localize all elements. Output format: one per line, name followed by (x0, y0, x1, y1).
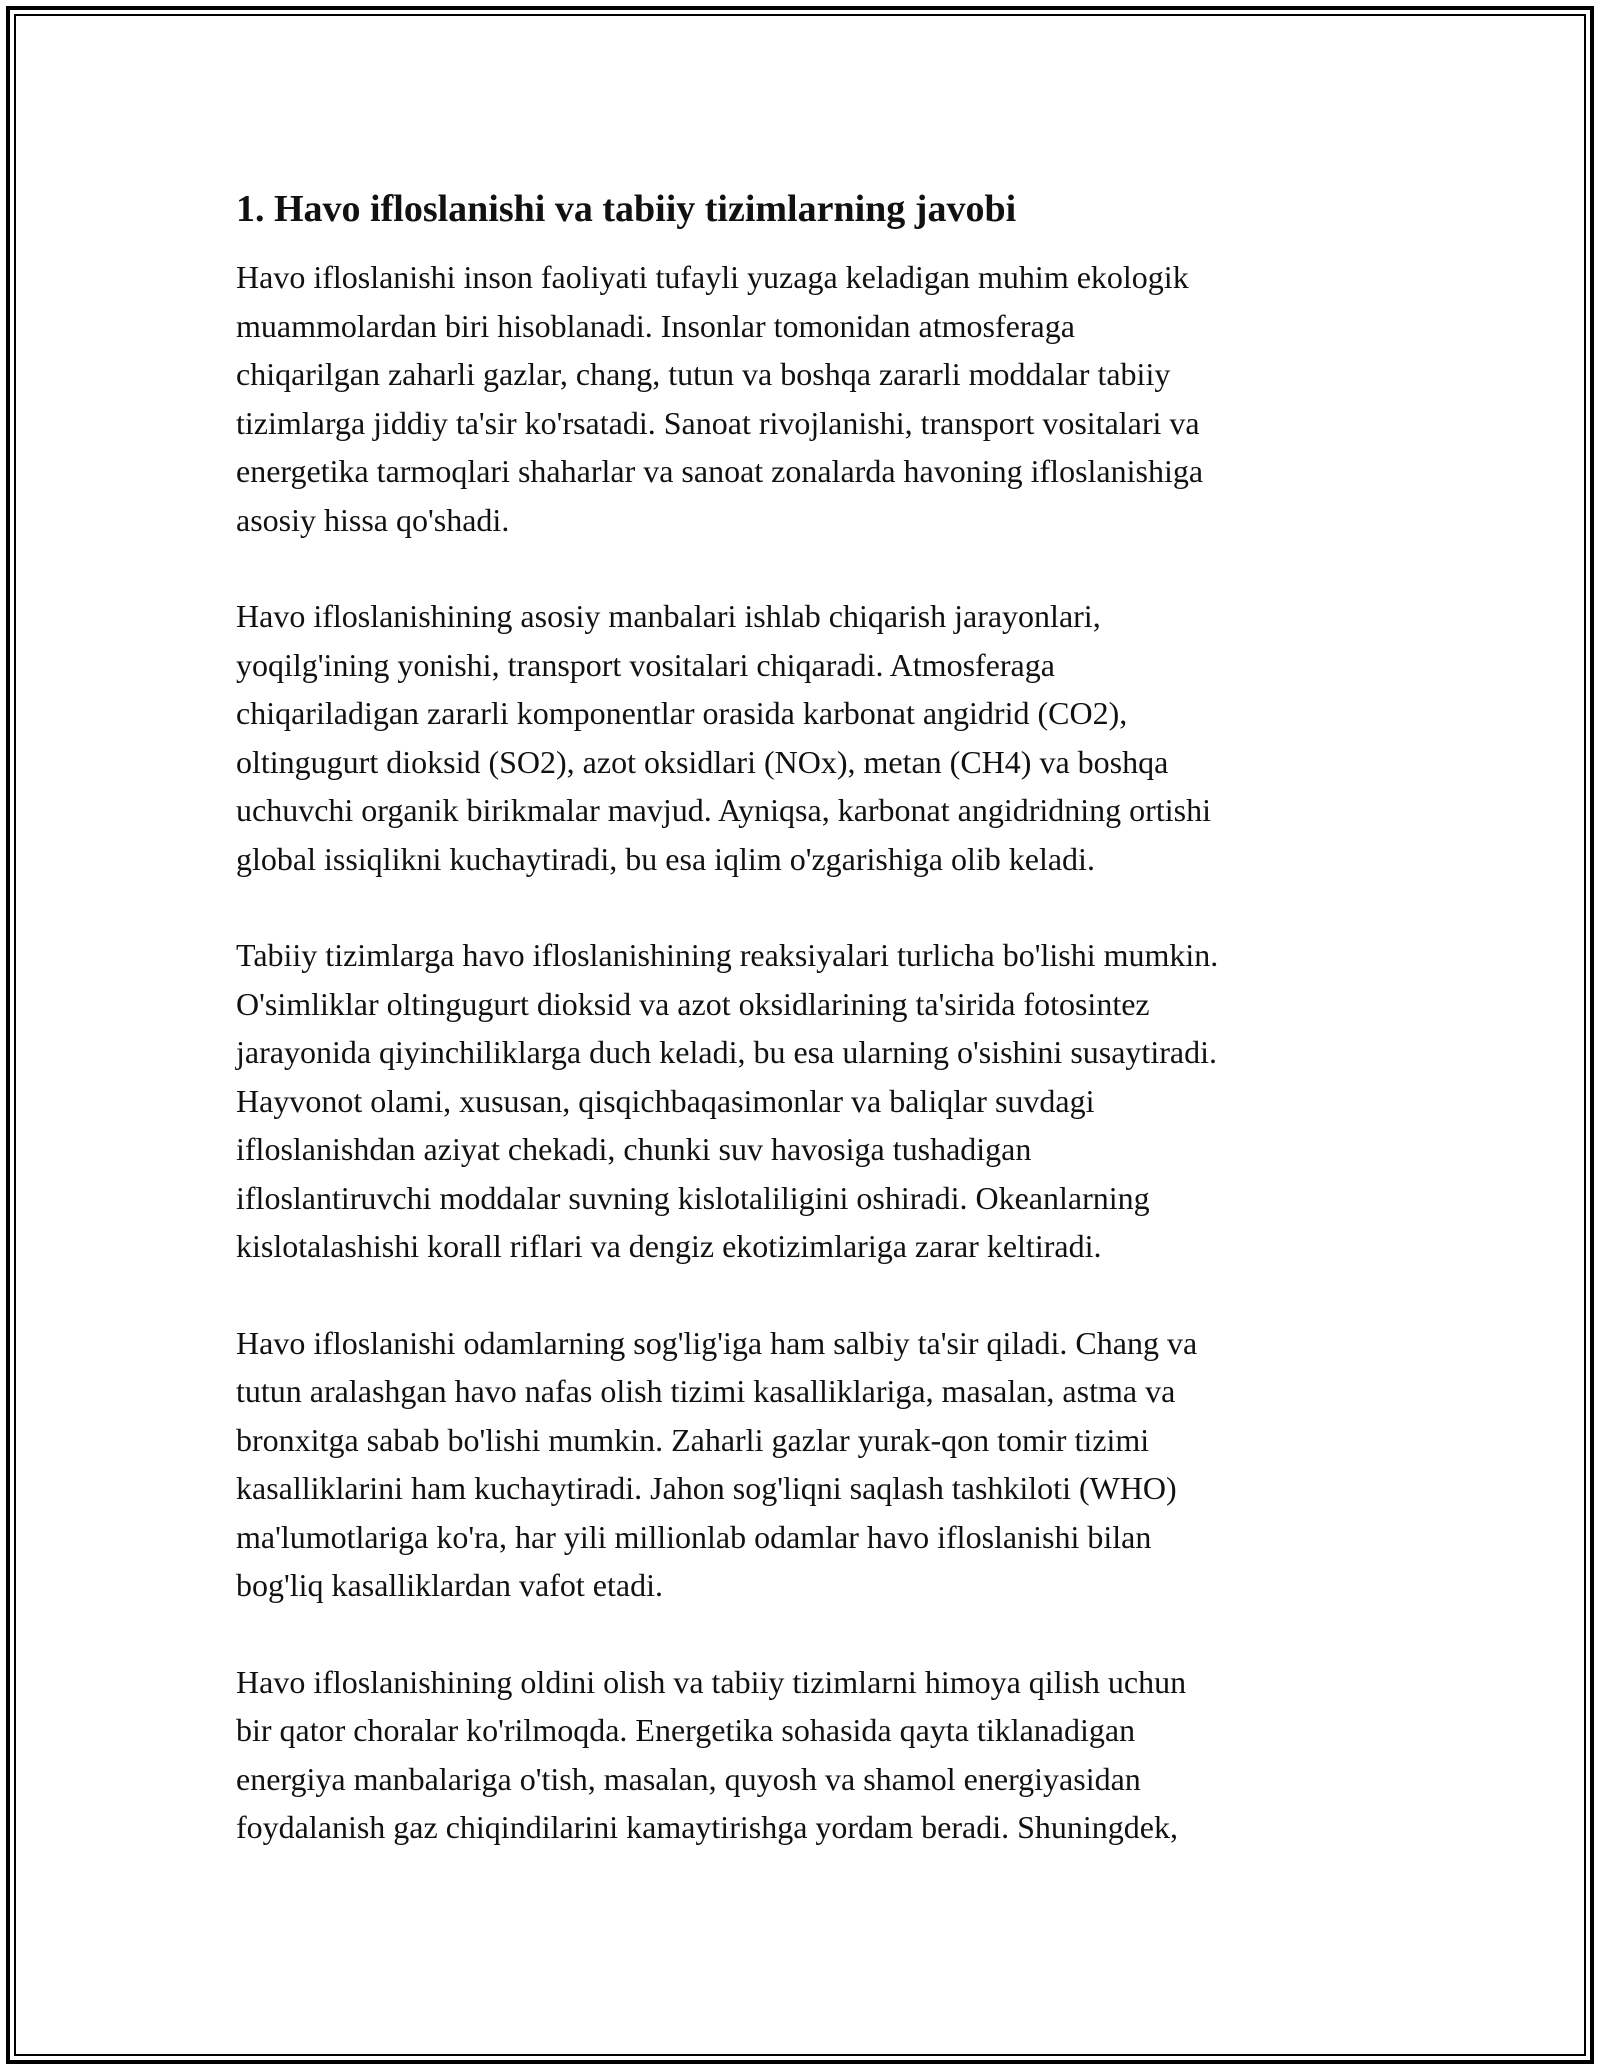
paragraph-3: Tabiiy tizimlarga havo ifloslanishining reaksiyalari turlicha bo'lishi mumkin. O'simliklar oltingugurt dioksid va azot oksidlarining ta'sirida fotosintez jarayonida qiyinchiliklarga duch keladi, bu esa ularning o'sishini susaytiradi. Hayvonot olami, xususan, qisqichbaqasimonlar va baliqlar suvdagi ifloslanishdan aziyat chekadi, chunki suv havosiga tushadigan ifloslantiruvchi moddalar suvning kislotaliligini oshiradi. Okeanlarning kislotalashishi korall riflari va dengiz ekotizimlariga zarar keltiradi. (236, 937, 1219, 1264)
paragraph-4: Havo ifloslanishi odamlarning sog'lig'iga ham salbiy ta'sir qiladi. Chang va tutun aralashgan havo nafas olish tizimi kasalliklariga, masalan, astma va bronxitga sabab bo'lishi mumkin. Zaharli gazlar yurak-qon tomir tizimi kasalliklarini ham kuchaytiradi. Jahon sog'liqni saqlash tashkiloti (WHO) ma'lumotlariga ko'ra, har yili millionlab odamlar havo ifloslanishi bilan bog'liq kasalliklardan vafot etadi. (236, 1324, 1198, 1603)
paragraph-5: Havo ifloslanishining oldini olish va tabiiy tizimlarni himoya qilish uchun bir qator choralar ko'rilmoqda. Energetika sohasida qayta tiklanadigan energiya manbalariga o'tish, masalan, quyosh va shamol energiyasidan foydalanish gaz chiqindilarini kamaytirishga yordam beradi. Shuningdek, (236, 1663, 1187, 1845)
document-page (236, 185, 1386, 1852)
paragraph-2: Havo ifloslanishining asosiy manbalari ishlab chiqarish jarayonlari, yoqilg'ining yonishi, transport vositalari chiqaradi. Atmosferaga chiqariladigan zararli komponentlar orasida karbonat angidrid (CO2), oltingugurt dioksid (SO2), azot oksidlari (NOx), metan (CH4) va boshqa uchuvchi organik birikmalar mavjud. Ayniqsa, karbonat angidridning ortishi global issiqlikni kuchaytiradi, bu esa iqlim o'zgarishiga olib keladi. (236, 598, 1211, 877)
section-title: 1. Havo ifloslanishi va tabiiy tizimlarning javobi (236, 188, 1017, 230)
paragraph-1: Havo ifloslanishi inson faoliyati tufayli yuzaga keladigan muhim ekologik muammolardan biri hisoblanadi. Insonlar tomonidan atmosferaga chiqarilgan zaharli gazlar, chang, tutun va boshqa zararli moddalar tabiiy tizimlarga jiddiy ta'sir ko'rsatadi. Sanoat rivojlanishi, transport vositalari va energetika tarmoqlari shaharlar va sanoat zonalarda havoning ifloslanishiga asosiy hissa qo'shadi. (236, 259, 1204, 538)
